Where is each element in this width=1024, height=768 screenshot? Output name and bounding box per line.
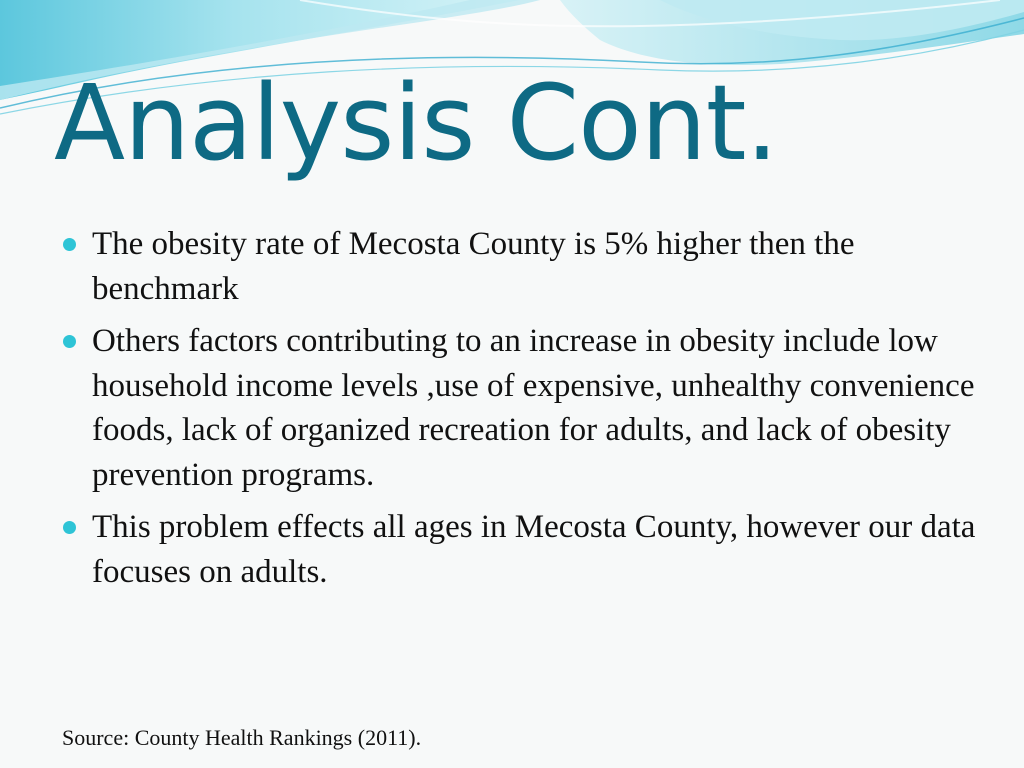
bullet-dot-icon <box>63 335 76 348</box>
bullet-item <box>92 505 992 594</box>
bullet-text: This problem effects all ages in Mecosta County, however our data focuses on adults. <box>92 509 976 590</box>
source-citation: Source: County Health Rankings (2011). <box>62 725 422 750</box>
bullet-dot-icon <box>63 521 76 534</box>
bullet-dot-icon <box>63 238 76 251</box>
bullet-text: The obesity rate of Mecosta County is 5% higher then the benchmark <box>92 226 855 307</box>
bullet-text: Others factors contributing to an increase in obesity include low household income levels ,use of expensive, unhealthy convenience foods, lack of organized recreation for adults, and lack of obesity prevention programs. <box>92 323 975 493</box>
bullet-list <box>92 222 992 602</box>
bullet-item <box>92 222 992 311</box>
slide-title: Analysis Cont. <box>54 62 778 184</box>
bullet-item <box>92 319 992 497</box>
